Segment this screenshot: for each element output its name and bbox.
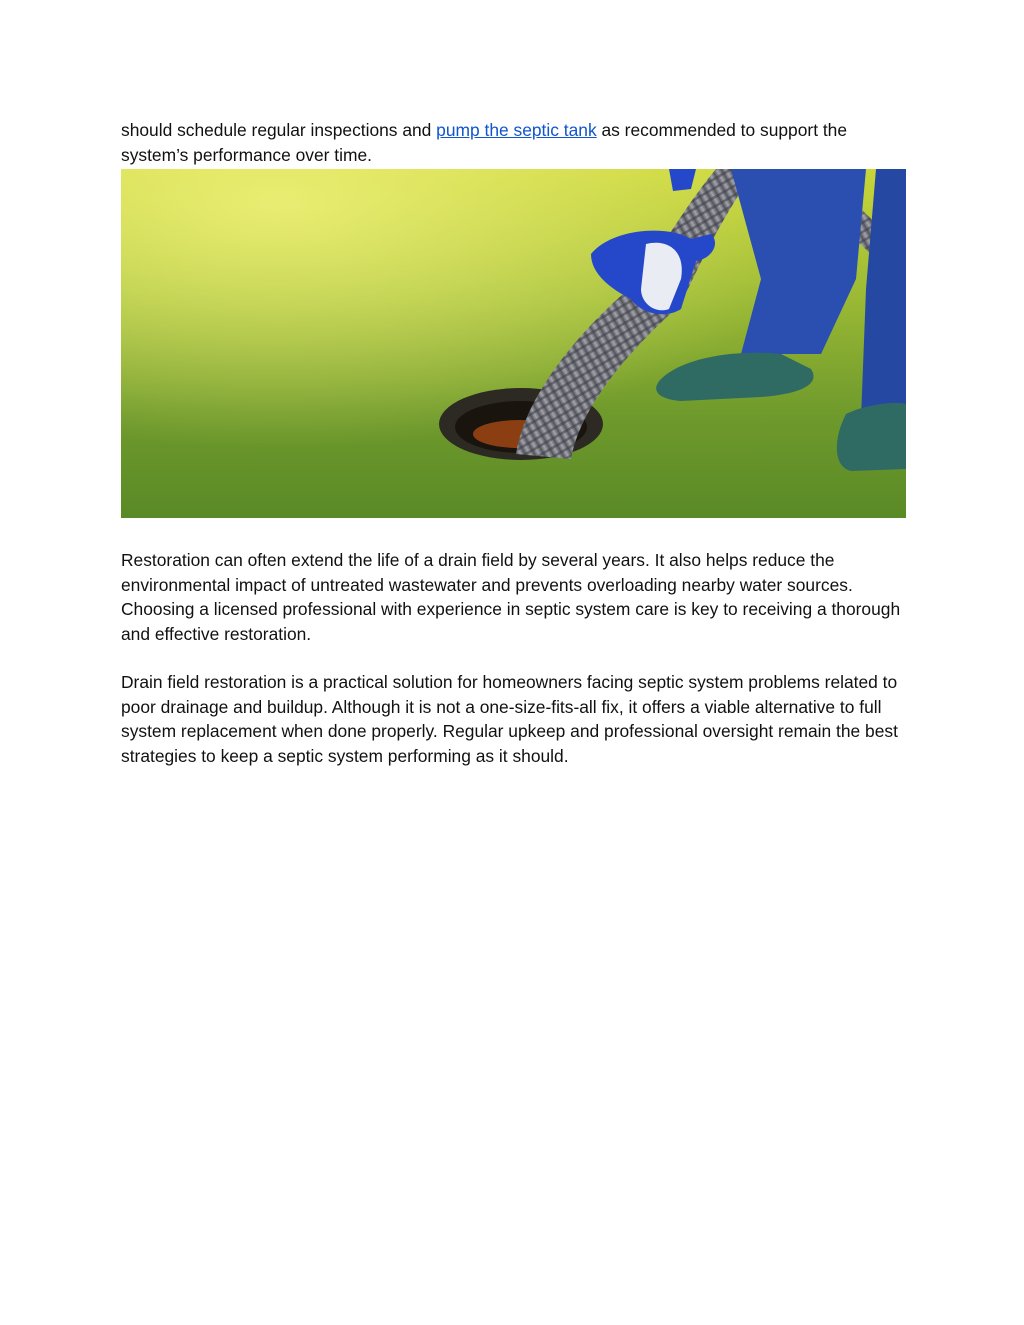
septic-pumping-photo [121,169,906,518]
paragraph-conclusion: Drain field restoration is a practical solution for homeowners facing septic system problems related to poor drainage and buildup. Although it is not a one-size-fits-all fix, it offers a viable alternative to full system replacement when done properly. Regular upkeep and professional oversight remain the best strategies to keep a septic system performing as it should. [121,672,898,766]
pump-septic-tank-link[interactable]: pump the septic tank [436,120,597,140]
paragraph-restoration-benefits: Restoration can often extend the life of a drain field by several years. It also helps reduce the environmental impact of untreated wastewater and prevents overloading nearby water sources. Choosing a licensed professional with experience in septic system care is key to receiving a thorough and effective restoration. [121,550,901,644]
intro-paragraph [121,118,911,167]
paragraph-spacer [121,646,911,670]
intro-text-after: as recommended to support the system’s performance over time. [121,120,848,165]
document-page [121,118,911,768]
intro-text-before: should schedule regular inspections and [121,120,437,140]
